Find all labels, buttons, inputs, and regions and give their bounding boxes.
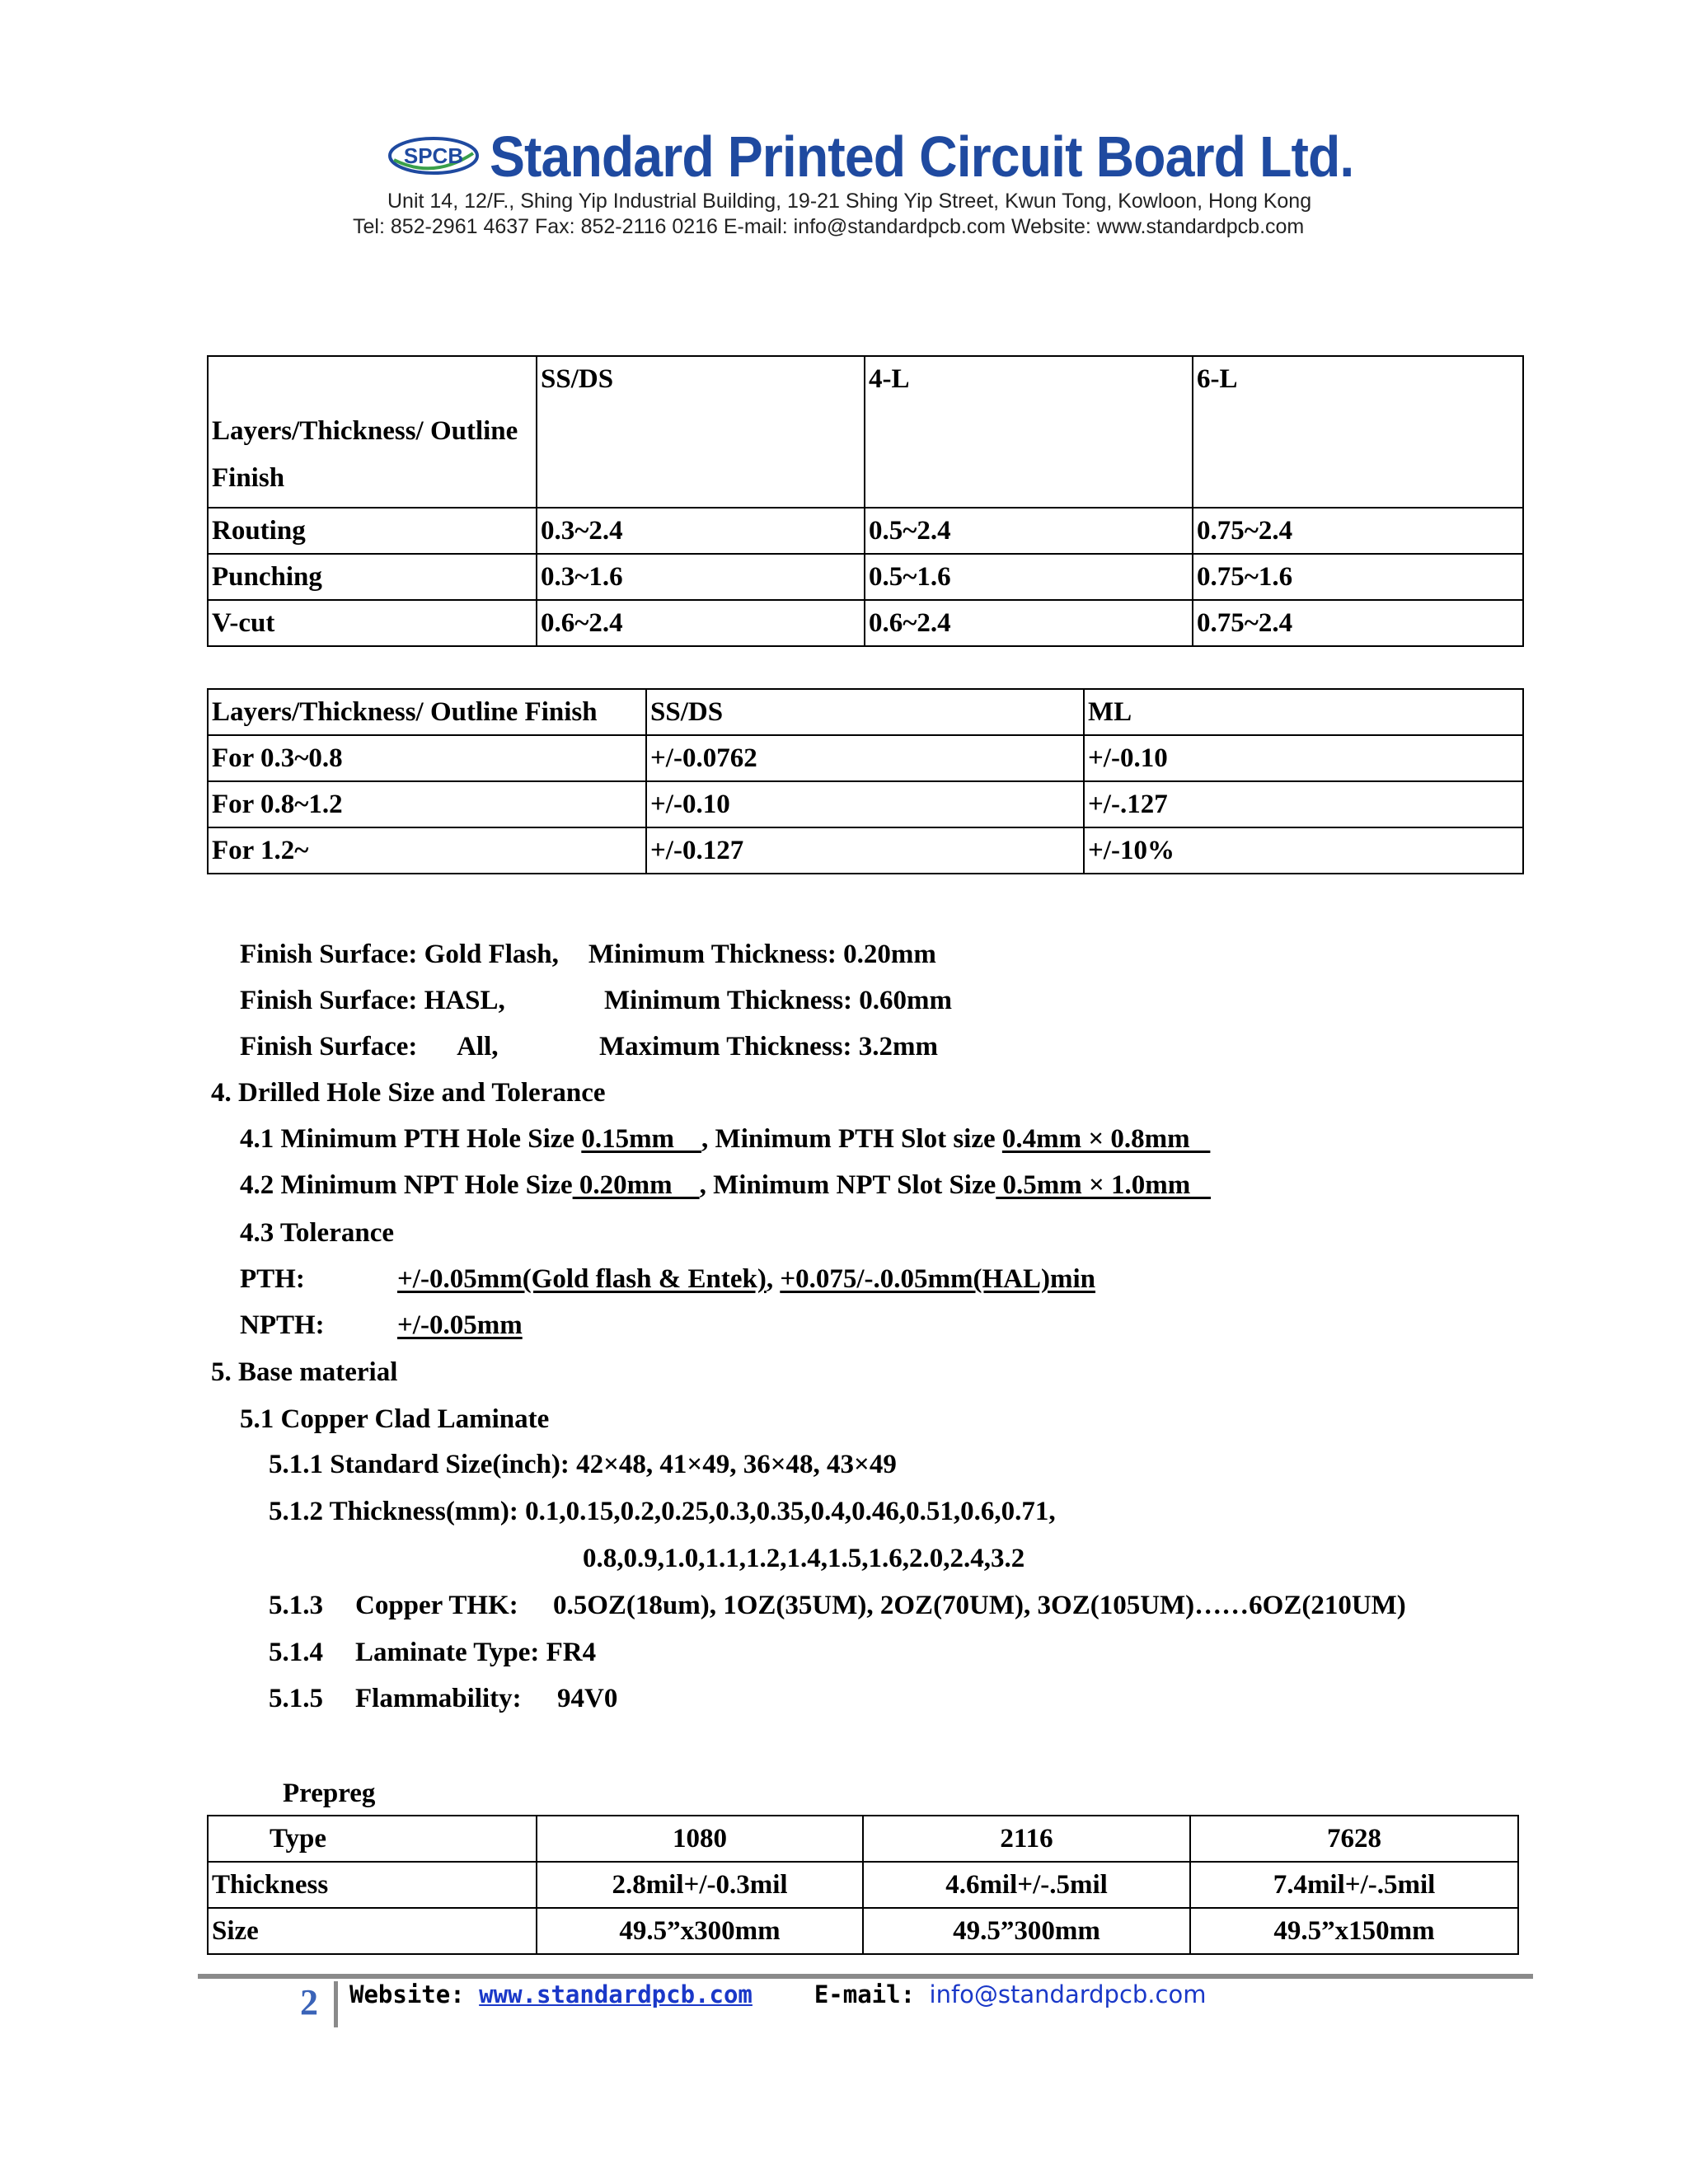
finish-line: Finish Surface: HASL, Minimum Thickness: 0.60mm [240,986,953,1015]
table-header-cell: ML [1084,689,1523,735]
table-row [208,827,1523,874]
table-cell: 0.75~2.4 [1193,600,1523,646]
website-label: Website: [349,1980,465,2008]
spcb-logo-icon [387,135,480,176]
footer-contact [349,1980,1206,2009]
table-header-cell: SS/DS [537,356,865,508]
prepreg-table [207,1815,1519,1955]
table-row [208,600,1523,646]
copper-thk-line: 5.1.3 Copper THK: 0.5OZ(18um), 1OZ(35UM), 2OZ(70UM), 3OZ(105UM)……6OZ(210UM) [269,1591,1406,1620]
laminate-type-line: 5.1.4 Laminate Type: FR4 [269,1638,597,1667]
table-row [208,508,1523,554]
logo-text: SPCB [403,143,464,168]
table-cell: 2.8mil+/-0.3mil [537,1862,863,1908]
page-number-separator [334,1981,338,2027]
table-cell: Routing [208,508,537,554]
company-address: Unit 14, 12/F., Shing Yip Industrial Building, 19-21 Shing Yip Street, Kwun Tong, Kowloon, Hong Kong [387,190,1312,213]
table-cell: 0.75~1.6 [1193,554,1523,600]
table-row [208,1862,1518,1908]
table-cell: 0.6~2.4 [537,600,865,646]
table-cell: Punching [208,554,537,600]
table-cell: +/-0.10 [1084,735,1523,781]
section-4-title: 4. Drilled Hole Size and Tolerance [211,1078,606,1108]
website-link[interactable]: www.standardpcb.com [479,1980,753,2008]
table-header-row [208,689,1523,735]
table-row [208,735,1523,781]
table-cell: +/-0.127 [646,827,1084,874]
company-name: Standard Printed Circuit Board Ltd. [490,124,1354,189]
table-header-cell: Type [208,1816,537,1862]
table-cell: Thickness [208,1862,537,1908]
table-row [208,1908,1518,1954]
table-cell: 0.6~2.4 [865,600,1193,646]
table-cell: +/-.127 [1084,781,1523,827]
table-cell: 49.5”x300mm [537,1908,863,1954]
table-cell: Size [208,1908,537,1954]
table-header-cell: 6-L [1193,356,1523,508]
table-header-cell: 2116 [863,1816,1190,1862]
section-5-title: 5. Base material [211,1357,398,1387]
table-cell: 49.5”300mm [863,1908,1190,1954]
table-header-cell: SS/DS [646,689,1084,735]
table-header-cell: 1080 [537,1816,863,1862]
table-cell: 0.5~2.4 [865,508,1193,554]
outline-finish-table [207,355,1524,647]
table-cell: 0.3~2.4 [537,508,865,554]
table-cell: 0.75~2.4 [1193,508,1523,554]
table-header-cell: 4-L [865,356,1193,508]
npt-hole-size-line: 4.2 Minimum NPT Hole Size 0.20mm , Minimum NPT Slot Size 0.5mm × 1.0mm [240,1170,1212,1200]
npth-tolerance-line: NPTH: +/-0.05mm [240,1310,523,1340]
company-logo [387,135,480,176]
table-header-row [208,356,1523,508]
table-cell: +/-0.10 [646,781,1084,827]
page-number: 2 [300,1982,318,2022]
footer-divider [198,1974,1533,1979]
table-header-cell: Layers/Thickness/ Outline Finish [208,356,537,508]
table-cell: 7.4mil+/-.5mil [1190,1862,1518,1908]
finish-line: Finish Surface: Gold Flash, Minimum Thickness: 0.20mm [240,940,936,969]
table-cell: 0.5~1.6 [865,554,1193,600]
table-header-cell: Layers/Thickness/ Outline Finish [208,689,646,735]
table-header-cell: 7628 [1190,1816,1518,1862]
table-header-row [208,1816,1518,1862]
table-cell: For 0.8~1.2 [208,781,646,827]
table-cell: For 0.3~0.8 [208,735,646,781]
table-cell: +/-0.0762 [646,735,1084,781]
standard-size-line: 5.1.1 Standard Size(inch): 42×48, 41×49, 36×48, 43×49 [269,1450,897,1479]
pth-tolerance-line: PTH: +/-0.05mm(Gold flash & Entek), +0.075/-.0.05mm(HAL)min [240,1264,1096,1294]
table-cell: 49.5”x150mm [1190,1908,1518,1954]
company-contact: Tel: 852-2961 4637 Fax: 852-2116 0216 E-mail: info@standardpcb.com Website: www.standardpcb.com [353,215,1305,238]
pth-hole-size-line: 4.1 Minimum PTH Hole Size 0.15mm , Minimum PTH Slot size 0.4mm × 0.8mm [240,1124,1211,1154]
table-row [208,554,1523,600]
table-cell: For 1.2~ [208,827,646,874]
thickness-line: 5.1.2 Thickness(mm): 0.1,0.15,0.2,0.25,0.3,0.35,0.4,0.46,0.51,0.6,0.71, [269,1497,1056,1526]
prepreg-title: Prepreg [283,1779,376,1808]
table-cell: V-cut [208,600,537,646]
table-cell: 4.6mil+/-.5mil [863,1862,1190,1908]
email-link[interactable]: info@standardpcb.com [929,1980,1207,2008]
copper-clad-heading: 5.1 Copper Clad Laminate [240,1404,550,1434]
thickness-tolerance-table [207,688,1524,874]
email-label: E-mail: [814,1980,916,2008]
flammability-line: 5.1.5 Flammability: 94V0 [269,1684,618,1713]
table-cell: +/-10% [1084,827,1523,874]
table-cell: 0.3~1.6 [537,554,865,600]
thickness-line-cont: 0.8,0.9,1.0,1.1,1.2,1.4,1.5,1.6,2.0,2.4,3.2 [583,1544,1025,1573]
finish-line: Finish Surface: All, Maximum Thickness: 3.2mm [240,1032,938,1062]
table-row [208,781,1523,827]
tolerance-heading: 4.3 Tolerance [240,1218,394,1248]
